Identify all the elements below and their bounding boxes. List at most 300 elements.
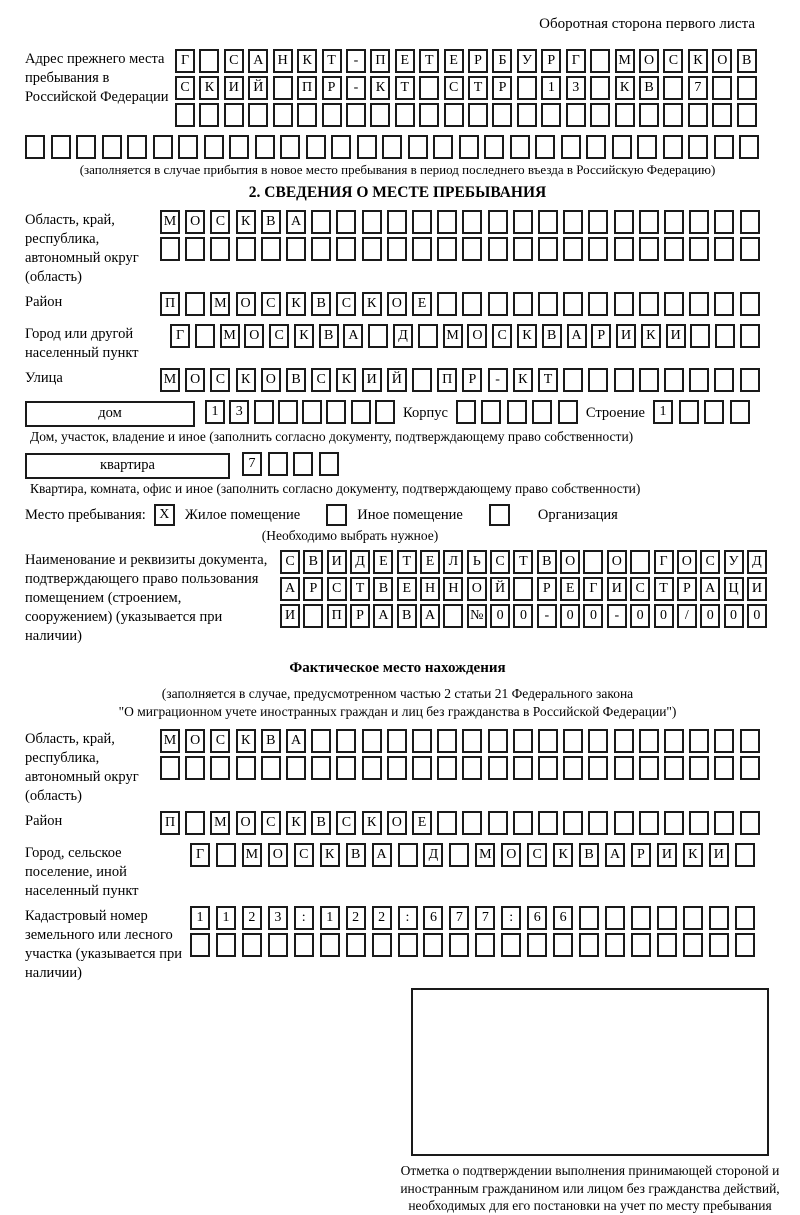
char-cell: [588, 811, 608, 835]
char-cell: [664, 368, 684, 392]
char-cell: К: [336, 368, 356, 392]
char-cell: С: [224, 49, 244, 73]
char-cell: [412, 237, 432, 261]
char-cell: Г: [583, 577, 603, 601]
char-cell: [437, 756, 457, 780]
char-cell: [579, 933, 599, 957]
char-cell: [127, 135, 147, 159]
char-cell: Д: [747, 550, 767, 574]
char-cell: [614, 729, 634, 753]
char-cell: [372, 933, 392, 957]
char-cell: [319, 452, 339, 476]
char-cell: [185, 756, 205, 780]
char-cell: [462, 756, 482, 780]
char-cell: [368, 324, 388, 348]
char-cell: [419, 103, 439, 127]
char-cell: [630, 550, 650, 574]
char-cell: [664, 729, 684, 753]
char-cell: [664, 756, 684, 780]
char-cell: [689, 368, 709, 392]
char-cell: А: [286, 210, 306, 234]
char-cell: Й: [248, 76, 268, 100]
char-cell: О: [501, 843, 521, 867]
char-cell: М: [160, 368, 180, 392]
confirmation-mark-block: [397, 988, 783, 1215]
char-cell: [311, 237, 331, 261]
char-cell: 1: [190, 906, 210, 930]
page-side-note: Оборотная сторона первого листа: [539, 16, 755, 32]
char-cell: [583, 550, 603, 574]
char-cell: [185, 811, 205, 835]
char-cell: [513, 729, 533, 753]
char-grid-row: [175, 103, 757, 127]
char-cell: [351, 400, 371, 424]
char-cell: [475, 933, 495, 957]
char-cell: [362, 729, 382, 753]
char-cell: К: [236, 729, 256, 753]
char-cell: [639, 237, 659, 261]
char-cell: [737, 103, 757, 127]
char-cell: [510, 135, 530, 159]
dom-caption: Дом, участок, владение и иное (заполнить согласно документу, подтверждающему право собственности): [30, 429, 634, 444]
char-cell: [740, 210, 760, 234]
char-cell: [273, 76, 293, 100]
char-cell: [740, 756, 760, 780]
char-cell: [387, 756, 407, 780]
char-cell: 3: [268, 906, 288, 930]
char-cell: К: [688, 49, 708, 73]
char-cell: Р: [591, 324, 611, 348]
fact-raion-label: Район: [25, 813, 63, 829]
prev-address-block: [25, 49, 770, 130]
char-cell: О: [236, 292, 256, 316]
char-cell: К: [286, 292, 306, 316]
char-cell: [683, 906, 703, 930]
fact-oblast-label: Область, край, республика, автономный округ (область): [25, 731, 139, 804]
char-cell: [538, 292, 558, 316]
char-cell: Г: [566, 49, 586, 73]
char-cell: Е: [412, 292, 432, 316]
char-cell: [541, 103, 561, 127]
char-cell: 6: [553, 906, 573, 930]
char-cell: С: [261, 811, 281, 835]
char-cell: А: [373, 604, 393, 628]
char-cell: [513, 210, 533, 234]
char-cell: [714, 210, 734, 234]
char-cell: [433, 135, 453, 159]
char-cell: Л: [443, 550, 463, 574]
char-cell: Е: [560, 577, 580, 601]
char-cell: С: [663, 49, 683, 73]
char-cell: Е: [395, 49, 415, 73]
char-grid-row: [280, 550, 767, 574]
char-cell: [712, 103, 732, 127]
char-cell: [322, 103, 342, 127]
ulitsa-label: Улица: [25, 370, 63, 386]
char-cell: И: [224, 76, 244, 100]
char-cell: [346, 933, 366, 957]
char-grid-row: [160, 292, 760, 316]
char-cell: [412, 729, 432, 753]
char-cell: [664, 811, 684, 835]
char-cell: У: [517, 49, 537, 73]
char-cell: Й: [387, 368, 407, 392]
char-cell: В: [542, 324, 562, 348]
char-cell: Т: [350, 577, 370, 601]
char-cell: В: [737, 49, 757, 73]
char-cell: [216, 933, 236, 957]
char-grid-row: [190, 933, 755, 957]
char-cell: О: [467, 577, 487, 601]
char-cell: [419, 76, 439, 100]
char-cell: [303, 604, 323, 628]
char-cell: [689, 292, 709, 316]
char-cell: О: [607, 550, 627, 574]
dom-box-label: дом: [25, 401, 195, 427]
char-cell: Е: [412, 811, 432, 835]
char-cell: [735, 933, 755, 957]
char-cell: [408, 135, 428, 159]
char-cell: [690, 324, 710, 348]
char-cell: П: [297, 76, 317, 100]
char-cell: О: [387, 811, 407, 835]
char-cell: [513, 577, 533, 601]
char-cell: Р: [322, 76, 342, 100]
ulitsa-field: [25, 368, 770, 395]
prev-address-cells: [175, 49, 770, 130]
char-cell: А: [605, 843, 625, 867]
char-cell: [229, 135, 249, 159]
char-cell: О: [268, 843, 288, 867]
char-cell: И: [666, 324, 686, 348]
char-cell: [689, 756, 709, 780]
char-cell: [336, 756, 356, 780]
char-cell: [657, 906, 677, 930]
char-cell: [535, 135, 555, 159]
char-cell: К: [513, 368, 533, 392]
char-cell: О: [185, 368, 205, 392]
char-cell: [326, 400, 346, 424]
char-cell: [631, 906, 651, 930]
char-cell: [268, 452, 288, 476]
char-cell: [102, 135, 122, 159]
char-cell: [444, 103, 464, 127]
char-cell: [740, 729, 760, 753]
char-cell: М: [443, 324, 463, 348]
char-cell: 0: [724, 604, 744, 628]
char-cell: [563, 756, 583, 780]
char-cell: [639, 811, 659, 835]
char-cell: Ь: [467, 550, 487, 574]
char-cell: Г: [190, 843, 210, 867]
char-cell: С: [492, 324, 512, 348]
char-cell: Е: [397, 577, 417, 601]
char-cell: [362, 237, 382, 261]
char-cell: [538, 756, 558, 780]
char-cell: [224, 103, 244, 127]
char-cell: №: [467, 604, 487, 628]
char-cell: Н: [420, 577, 440, 601]
char-cell: [714, 237, 734, 261]
char-cell: [199, 49, 219, 73]
char-grid-row: [456, 400, 578, 424]
char-cell: [248, 103, 268, 127]
fact-gorod-field: [25, 843, 770, 901]
oblast-label: Область, край, республика, автономный округ (область): [25, 212, 139, 285]
char-cell: [216, 843, 236, 867]
char-cell: :: [398, 906, 418, 930]
char-cell: В: [261, 210, 281, 234]
char-cell: [501, 933, 521, 957]
char-cell: [689, 729, 709, 753]
char-cell: Т: [468, 76, 488, 100]
char-grid-row: [160, 729, 760, 753]
stay-type-option-org: Организация: [537, 506, 618, 523]
char-cell: [579, 906, 599, 930]
char-cell: [459, 135, 479, 159]
char-cell: Г: [175, 49, 195, 73]
char-cell: О: [639, 49, 659, 73]
char-cell: [563, 368, 583, 392]
char-cell: Т: [322, 49, 342, 73]
char-cell: [336, 729, 356, 753]
char-cell: М: [242, 843, 262, 867]
char-cell: А: [280, 577, 300, 601]
char-cell: [311, 210, 331, 234]
char-cell: [273, 103, 293, 127]
char-cell: [462, 292, 482, 316]
char-cell: Р: [631, 843, 651, 867]
char-cell: [538, 237, 558, 261]
char-cell: [527, 933, 547, 957]
fact-oblast-field: [25, 729, 770, 806]
char-cell: М: [220, 324, 240, 348]
char-cell: 0: [654, 604, 674, 628]
char-cell: [370, 103, 390, 127]
char-cell: [462, 210, 482, 234]
char-cell: [740, 811, 760, 835]
char-cell: 2: [242, 906, 262, 930]
char-cell: [688, 135, 708, 159]
char-cell: [362, 210, 382, 234]
char-cell: 0: [747, 604, 767, 628]
char-cell: 1: [205, 400, 225, 424]
char-cell: -: [346, 49, 366, 73]
char-cell: Р: [468, 49, 488, 73]
kvartira-field: [25, 452, 770, 479]
char-cell: В: [286, 368, 306, 392]
stay-type-caption: (Необходимо выбрать нужное): [261, 528, 439, 543]
char-cell: [590, 103, 610, 127]
char-cell: [302, 400, 322, 424]
char-cell: [254, 400, 274, 424]
char-cell: [614, 237, 634, 261]
char-cell: П: [437, 368, 457, 392]
char-cell: Р: [462, 368, 482, 392]
char-cell: 0: [513, 604, 533, 628]
fact-raion-field: [25, 811, 770, 838]
char-cell: С: [210, 729, 230, 753]
char-cell: С: [311, 368, 331, 392]
prev-address-caption: (заполняется в случае прибытия в новое место пребывания в период последнего въезда в Российскую Федерацию): [79, 162, 716, 177]
char-cell: [294, 933, 314, 957]
char-cell: С: [261, 292, 281, 316]
char-cell: Т: [538, 368, 558, 392]
char-cell: [588, 210, 608, 234]
char-cell: [175, 103, 195, 127]
char-grid-row: [175, 49, 757, 73]
cadastre-label: Кадастровый номер земельного или лесного участка (указывается при наличии): [25, 908, 182, 981]
char-cell: [712, 76, 732, 100]
char-cell: [261, 237, 281, 261]
char-cell: С: [490, 550, 510, 574]
char-cell: Е: [373, 550, 393, 574]
char-cell: Т: [654, 577, 674, 601]
fact-gorod-label: Город, сельское поселение, иной населенный пункт: [25, 845, 139, 899]
char-cell: Д: [350, 550, 370, 574]
char-cell: [689, 237, 709, 261]
char-cell: И: [362, 368, 382, 392]
char-grid-row: [653, 400, 750, 424]
char-cell: Т: [419, 49, 439, 73]
char-cell: [185, 237, 205, 261]
char-cell: 6: [423, 906, 443, 930]
char-cell: Р: [537, 577, 557, 601]
char-cell: П: [160, 811, 180, 835]
char-cell: И: [747, 577, 767, 601]
char-cell: [286, 237, 306, 261]
char-cell: С: [327, 577, 347, 601]
char-cell: [689, 210, 709, 234]
char-cell: [679, 400, 699, 424]
char-cell: [153, 135, 173, 159]
char-cell: [639, 729, 659, 753]
char-cell: [185, 292, 205, 316]
char-cell: [586, 135, 606, 159]
char-grid-row: [160, 756, 760, 780]
char-cell: :: [501, 906, 521, 930]
char-cell: В: [346, 843, 366, 867]
char-cell: 0: [630, 604, 650, 628]
char-cell: М: [210, 811, 230, 835]
char-cell: О: [677, 550, 697, 574]
char-cell: Т: [395, 76, 415, 100]
char-cell: [614, 292, 634, 316]
char-cell: 7: [242, 452, 262, 476]
char-cell: С: [269, 324, 289, 348]
stroenie-label: Строение: [585, 405, 645, 421]
document-field: [25, 550, 770, 646]
prev-address-label: Адрес прежнего места пребывания в Российской Федерации: [25, 51, 169, 105]
char-cell: [663, 103, 683, 127]
char-cell: [357, 135, 377, 159]
char-cell: [588, 756, 608, 780]
raion-label: Район: [25, 294, 63, 310]
char-cell: [715, 324, 735, 348]
char-cell: [553, 933, 573, 957]
char-cell: [631, 933, 651, 957]
char-cell: [311, 729, 331, 753]
char-cell: П: [370, 49, 390, 73]
char-grid-row: [280, 577, 767, 601]
char-cell: [443, 604, 463, 628]
char-cell: [663, 135, 683, 159]
char-cell: И: [709, 843, 729, 867]
char-cell: [735, 843, 755, 867]
char-cell: К: [297, 49, 317, 73]
stay-type-field: [25, 504, 770, 526]
char-cell: [714, 756, 734, 780]
char-cell: [532, 400, 552, 424]
char-cell: [462, 729, 482, 753]
kvartira-caption: Квартира, комната, офис и иное (заполнить согласно документу, подтверждающему право собственности): [30, 481, 641, 496]
char-cell: П: [160, 292, 180, 316]
char-grid-overflow-row: [25, 135, 759, 159]
char-cell: :: [294, 906, 314, 930]
char-cell: [286, 756, 306, 780]
fact-note-2: "О миграционном учете иностранных граждан и лиц без гражданства в Российской Федерации"): [118, 704, 677, 719]
char-cell: 3: [229, 400, 249, 424]
char-cell: [204, 135, 224, 159]
char-cell: [740, 292, 760, 316]
char-cell: [590, 76, 610, 100]
char-cell: [51, 135, 71, 159]
char-cell: [588, 292, 608, 316]
char-cell: [538, 210, 558, 234]
char-cell: О: [261, 368, 281, 392]
char-cell: [398, 843, 418, 867]
char-cell: [709, 906, 729, 930]
char-cell: Р: [303, 577, 323, 601]
char-cell: С: [210, 210, 230, 234]
char-cell: К: [362, 811, 382, 835]
stay-type-checkbox-inoe: [326, 504, 347, 526]
char-cell: [513, 237, 533, 261]
char-cell: М: [160, 729, 180, 753]
char-cell: [517, 103, 537, 127]
char-cell: [210, 756, 230, 780]
char-cell: [714, 368, 734, 392]
char-cell: [714, 292, 734, 316]
char-cell: 1: [541, 76, 561, 100]
char-cell: 2: [346, 906, 366, 930]
char-cell: [709, 933, 729, 957]
char-cell: [437, 292, 457, 316]
char-grid-row: [170, 324, 760, 348]
char-cell: [418, 324, 438, 348]
char-cell: К: [683, 843, 703, 867]
char-cell: [199, 103, 219, 127]
char-cell: Д: [393, 324, 413, 348]
char-cell: В: [579, 843, 599, 867]
char-cell: О: [387, 292, 407, 316]
char-cell: [210, 237, 230, 261]
char-grid-row: [190, 906, 755, 930]
char-cell: Г: [170, 324, 190, 348]
char-cell: 1: [216, 906, 236, 930]
char-cell: В: [397, 604, 417, 628]
char-cell: С: [175, 76, 195, 100]
char-cell: [437, 237, 457, 261]
char-cell: [639, 103, 659, 127]
char-cell: [236, 237, 256, 261]
stay-type-option-inoe: Иное помещение: [357, 506, 463, 523]
char-cell: [714, 811, 734, 835]
char-cell: [382, 135, 402, 159]
document-label: Наименование и реквизиты документа, подтверждающего право пользования помещением (строением, сооружением) (указывается при наличии): [25, 552, 268, 644]
char-cell: [387, 237, 407, 261]
char-cell: [605, 933, 625, 957]
